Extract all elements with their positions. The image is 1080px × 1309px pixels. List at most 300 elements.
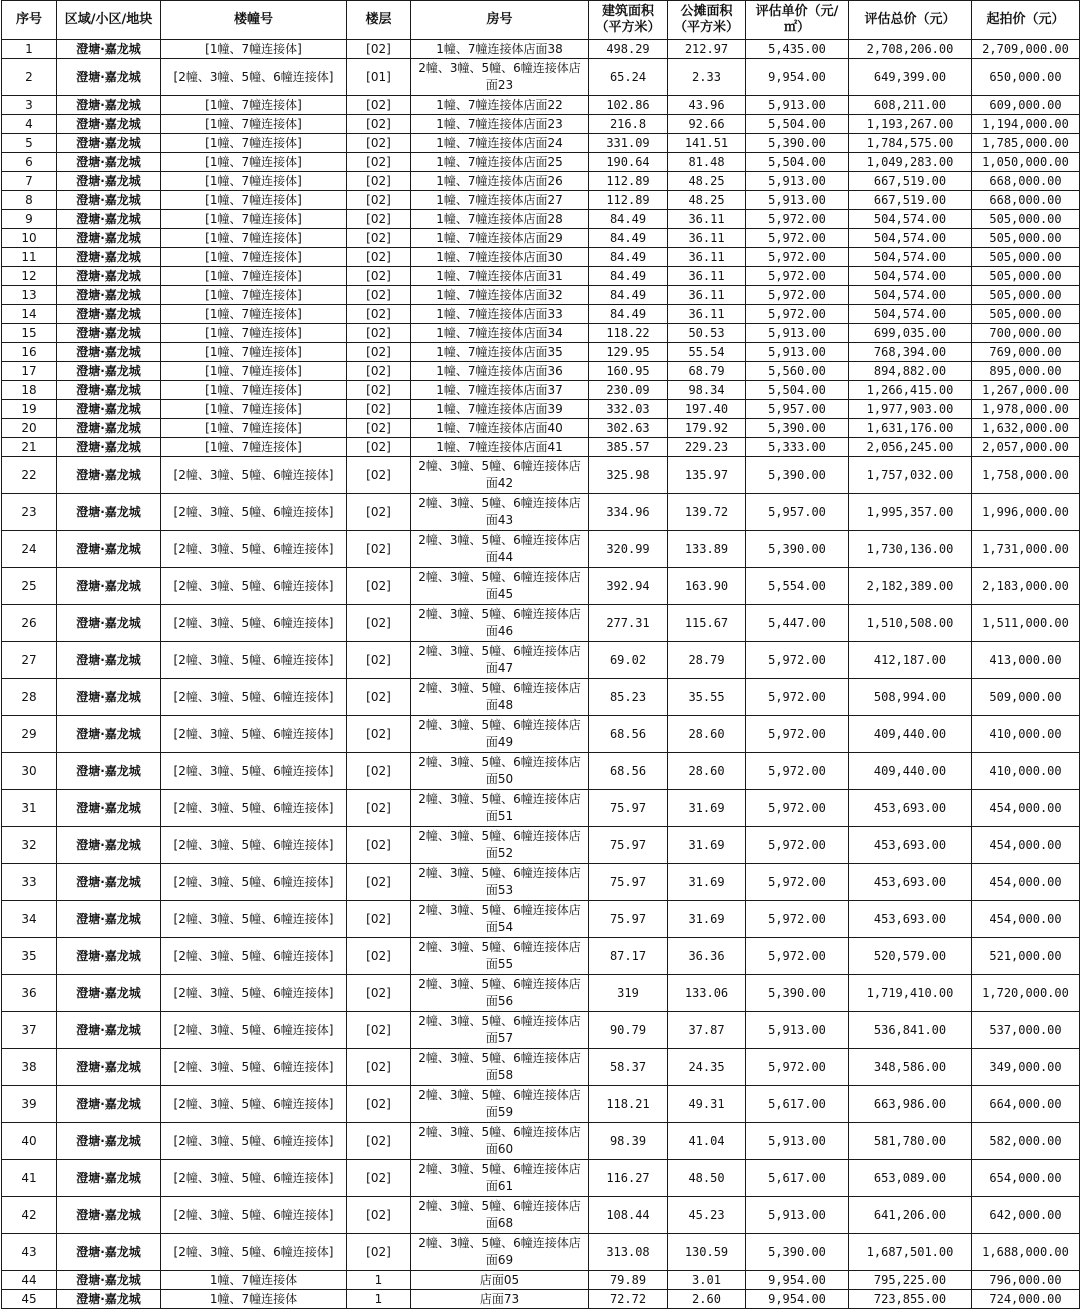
cell-unit-price: 5,972.00 <box>746 679 849 716</box>
cell-total-price: 409,440.00 <box>849 753 972 790</box>
cell-start-price: 410,000.00 <box>972 716 1080 753</box>
cell-build-area: 320.99 <box>589 531 668 568</box>
table-row <box>2 975 1080 1012</box>
cell-build-area: 98.39 <box>589 1123 668 1160</box>
cell-total-price: 1,049,283.00 <box>849 153 972 172</box>
cell-room: 2幢、3幢、5幢、6幢连接体店面46 <box>411 605 589 642</box>
cell-shared-area: 43.96 <box>668 96 746 115</box>
cell-total-price: 667,519.00 <box>849 191 972 210</box>
cell-total-price: 1,977,903.00 <box>849 400 972 419</box>
cell-build-area: 75.97 <box>589 790 668 827</box>
table-row <box>2 790 1080 827</box>
cell-room: 2幢、3幢、5幢、6幢连接体店面47 <box>411 642 589 679</box>
cell-building: [2幢、3幢、5幢、6幢连接体] <box>161 753 347 790</box>
cell-shared-area: 36.11 <box>668 229 746 248</box>
cell-building: [1幢、7幢连接体] <box>161 343 347 362</box>
header-area: 区域/小区/地块 <box>57 1 161 40</box>
cell-total-price: 894,882.00 <box>849 362 972 381</box>
cell-build-area: 118.22 <box>589 324 668 343</box>
table-body <box>2 40 1080 1309</box>
cell-start-price: 895,000.00 <box>972 362 1080 381</box>
cell-shared-area: 81.48 <box>668 153 746 172</box>
cell-start-price: 1,758,000.00 <box>972 457 1080 494</box>
cell-total-price: 504,574.00 <box>849 229 972 248</box>
cell-total-price: 2,708,206.00 <box>849 40 972 59</box>
cell-area: 澄塘·嘉龙城 <box>57 864 161 901</box>
cell-unit-price: 5,913.00 <box>746 1012 849 1049</box>
cell-start-price: 2,709,000.00 <box>972 40 1080 59</box>
cell-start-price: 1,050,000.00 <box>972 153 1080 172</box>
cell-index: 42 <box>2 1197 57 1234</box>
cell-unit-price: 5,390.00 <box>746 975 849 1012</box>
cell-start-price: 609,000.00 <box>972 96 1080 115</box>
table-row <box>2 1290 1080 1309</box>
cell-room: 2幢、3幢、5幢、6幢连接体店面49 <box>411 716 589 753</box>
cell-floor: [02] <box>347 790 411 827</box>
cell-index: 32 <box>2 827 57 864</box>
cell-total-price: 453,693.00 <box>849 827 972 864</box>
cell-total-price: 667,519.00 <box>849 172 972 191</box>
cell-build-area: 190.64 <box>589 153 668 172</box>
cell-index: 29 <box>2 716 57 753</box>
cell-build-area: 498.29 <box>589 40 668 59</box>
cell-build-area: 331.09 <box>589 134 668 153</box>
cell-building: [2幢、3幢、5幢、6幢连接体] <box>161 568 347 605</box>
cell-start-price: 769,000.00 <box>972 343 1080 362</box>
header-start-price: 起拍价（元） <box>972 1 1080 40</box>
cell-area: 澄塘·嘉龙城 <box>57 419 161 438</box>
cell-start-price: 505,000.00 <box>972 229 1080 248</box>
cell-index: 24 <box>2 531 57 568</box>
header-row <box>2 1 1080 40</box>
cell-start-price: 454,000.00 <box>972 827 1080 864</box>
cell-start-price: 454,000.00 <box>972 901 1080 938</box>
cell-building: [1幢、7幢连接体] <box>161 362 347 381</box>
cell-floor: [02] <box>347 938 411 975</box>
cell-shared-area: 68.79 <box>668 362 746 381</box>
cell-shared-area: 49.31 <box>668 1086 746 1123</box>
cell-building: [2幢、3幢、5幢、6幢连接体] <box>161 1160 347 1197</box>
cell-area: 澄塘·嘉龙城 <box>57 1234 161 1271</box>
cell-unit-price: 5,390.00 <box>746 419 849 438</box>
cell-floor: [02] <box>347 901 411 938</box>
cell-unit-price: 5,390.00 <box>746 134 849 153</box>
table-row <box>2 210 1080 229</box>
cell-unit-price: 5,435.00 <box>746 40 849 59</box>
cell-total-price: 536,841.00 <box>849 1012 972 1049</box>
cell-total-price: 723,855.00 <box>849 1290 972 1309</box>
cell-room: 1幢、7幢连接体店面37 <box>411 381 589 400</box>
cell-room: 2幢、3幢、5幢、6幢连接体店面53 <box>411 864 589 901</box>
cell-floor: [02] <box>347 248 411 267</box>
table-row <box>2 191 1080 210</box>
cell-shared-area: 28.79 <box>668 642 746 679</box>
cell-floor: [02] <box>347 679 411 716</box>
cell-build-area: 313.08 <box>589 1234 668 1271</box>
cell-area: 澄塘·嘉龙城 <box>57 975 161 1012</box>
cell-building: [1幢、7幢连接体] <box>161 248 347 267</box>
table-row <box>2 134 1080 153</box>
table-row <box>2 864 1080 901</box>
cell-shared-area: 229.23 <box>668 438 746 457</box>
cell-building: [2幢、3幢、5幢、6幢连接体] <box>161 1012 347 1049</box>
cell-room: 1幢、7幢连接体店面41 <box>411 438 589 457</box>
cell-building: [2幢、3幢、5幢、6幢连接体] <box>161 790 347 827</box>
cell-start-price: 668,000.00 <box>972 191 1080 210</box>
cell-building: [2幢、3幢、5幢、6幢连接体] <box>161 679 347 716</box>
table-row <box>2 605 1080 642</box>
cell-area: 澄塘·嘉龙城 <box>57 790 161 827</box>
cell-build-area: 116.27 <box>589 1160 668 1197</box>
cell-room: 1幢、7幢连接体店面23 <box>411 115 589 134</box>
cell-start-price: 1,785,000.00 <box>972 134 1080 153</box>
cell-floor: [02] <box>347 1012 411 1049</box>
cell-shared-area: 31.69 <box>668 864 746 901</box>
cell-start-price: 410,000.00 <box>972 753 1080 790</box>
cell-room: 1幢、7幢连接体店面22 <box>411 96 589 115</box>
cell-floor: [02] <box>347 1160 411 1197</box>
cell-total-price: 1,266,415.00 <box>849 381 972 400</box>
cell-area: 澄塘·嘉龙城 <box>57 400 161 419</box>
cell-start-price: 413,000.00 <box>972 642 1080 679</box>
cell-room: 2幢、3幢、5幢、6幢连接体店面54 <box>411 901 589 938</box>
cell-shared-area: 36.11 <box>668 286 746 305</box>
cell-shared-area: 130.59 <box>668 1234 746 1271</box>
cell-total-price: 1,757,032.00 <box>849 457 972 494</box>
cell-build-area: 112.89 <box>589 191 668 210</box>
cell-building: [2幢、3幢、5幢、6幢连接体] <box>161 1049 347 1086</box>
cell-unit-price: 5,504.00 <box>746 153 849 172</box>
cell-start-price: 454,000.00 <box>972 864 1080 901</box>
cell-floor: [02] <box>347 1197 411 1234</box>
cell-room: 1幢、7幢连接体店面38 <box>411 40 589 59</box>
cell-index: 18 <box>2 381 57 400</box>
cell-room: 1幢、7幢连接体店面40 <box>411 419 589 438</box>
cell-unit-price: 5,972.00 <box>746 753 849 790</box>
cell-unit-price: 5,333.00 <box>746 438 849 457</box>
table-row <box>2 568 1080 605</box>
cell-area: 澄塘·嘉龙城 <box>57 494 161 531</box>
cell-floor: [02] <box>347 210 411 229</box>
cell-area: 澄塘·嘉龙城 <box>57 753 161 790</box>
cell-room: 2幢、3幢、5幢、6幢连接体店面60 <box>411 1123 589 1160</box>
cell-unit-price: 5,617.00 <box>746 1160 849 1197</box>
table-row <box>2 1197 1080 1234</box>
cell-building: 1幢、7幢连接体 <box>161 1290 347 1309</box>
cell-room: 1幢、7幢连接体店面29 <box>411 229 589 248</box>
cell-start-price: 664,000.00 <box>972 1086 1080 1123</box>
cell-shared-area: 36.11 <box>668 267 746 286</box>
cell-floor: [02] <box>347 827 411 864</box>
cell-unit-price: 5,554.00 <box>746 568 849 605</box>
cell-unit-price: 5,913.00 <box>746 191 849 210</box>
cell-area: 澄塘·嘉龙城 <box>57 172 161 191</box>
cell-floor: [02] <box>347 864 411 901</box>
cell-area: 澄塘·嘉龙城 <box>57 210 161 229</box>
cell-build-area: 84.49 <box>589 210 668 229</box>
cell-shared-area: 36.11 <box>668 305 746 324</box>
cell-building: [1幢、7幢连接体] <box>161 381 347 400</box>
cell-index: 14 <box>2 305 57 324</box>
cell-unit-price: 5,913.00 <box>746 172 849 191</box>
cell-build-area: 230.09 <box>589 381 668 400</box>
cell-index: 31 <box>2 790 57 827</box>
cell-shared-area: 50.53 <box>668 324 746 343</box>
cell-start-price: 642,000.00 <box>972 1197 1080 1234</box>
cell-total-price: 504,574.00 <box>849 210 972 229</box>
cell-floor: [02] <box>347 1123 411 1160</box>
cell-build-area: 108.44 <box>589 1197 668 1234</box>
cell-build-area: 129.95 <box>589 343 668 362</box>
cell-unit-price: 5,972.00 <box>746 716 849 753</box>
cell-total-price: 520,579.00 <box>849 938 972 975</box>
cell-total-price: 1,631,176.00 <box>849 419 972 438</box>
cell-unit-price: 5,390.00 <box>746 1234 849 1271</box>
cell-shared-area: 37.87 <box>668 1012 746 1049</box>
cell-index: 12 <box>2 267 57 286</box>
cell-start-price: 1,978,000.00 <box>972 400 1080 419</box>
cell-total-price: 1,193,267.00 <box>849 115 972 134</box>
cell-index: 28 <box>2 679 57 716</box>
cell-room: 2幢、3幢、5幢、6幢连接体店面43 <box>411 494 589 531</box>
cell-building: [1幢、7幢连接体] <box>161 153 347 172</box>
cell-building: [2幢、3幢、5幢、6幢连接体] <box>161 938 347 975</box>
cell-build-area: 68.56 <box>589 716 668 753</box>
cell-unit-price: 5,972.00 <box>746 901 849 938</box>
cell-shared-area: 2.33 <box>668 59 746 96</box>
cell-build-area: 79.89 <box>589 1271 668 1290</box>
cell-unit-price: 5,972.00 <box>746 305 849 324</box>
cell-floor: [02] <box>347 1086 411 1123</box>
cell-building: [2幢、3幢、5幢、6幢连接体] <box>161 642 347 679</box>
cell-floor: [02] <box>347 381 411 400</box>
cell-build-area: 277.31 <box>589 605 668 642</box>
cell-index: 40 <box>2 1123 57 1160</box>
cell-area: 澄塘·嘉龙城 <box>57 305 161 324</box>
cell-start-price: 521,000.00 <box>972 938 1080 975</box>
cell-floor: [02] <box>347 605 411 642</box>
cell-room: 2幢、3幢、5幢、6幢连接体店面68 <box>411 1197 589 1234</box>
cell-index: 45 <box>2 1290 57 1309</box>
cell-shared-area: 48.25 <box>668 172 746 191</box>
cell-unit-price: 5,972.00 <box>746 864 849 901</box>
cell-index: 7 <box>2 172 57 191</box>
cell-unit-price: 5,972.00 <box>746 827 849 864</box>
cell-total-price: 1,510,508.00 <box>849 605 972 642</box>
cell-build-area: 85.23 <box>589 679 668 716</box>
cell-index: 17 <box>2 362 57 381</box>
cell-start-price: 1,996,000.00 <box>972 494 1080 531</box>
cell-area: 澄塘·嘉龙城 <box>57 343 161 362</box>
cell-building: [1幢、7幢连接体] <box>161 191 347 210</box>
table-row <box>2 1271 1080 1290</box>
cell-building: [2幢、3幢、5幢、6幢连接体] <box>161 1123 347 1160</box>
table-row <box>2 59 1080 96</box>
cell-shared-area: 133.89 <box>668 531 746 568</box>
cell-area: 澄塘·嘉龙城 <box>57 40 161 59</box>
cell-index: 35 <box>2 938 57 975</box>
header-build-area: 建筑面积（平方米） <box>589 1 668 40</box>
cell-index: 2 <box>2 59 57 96</box>
cell-unit-price: 5,913.00 <box>746 1123 849 1160</box>
header-room: 房号 <box>411 1 589 40</box>
cell-area: 澄塘·嘉龙城 <box>57 191 161 210</box>
cell-building: [2幢、3幢、5幢、6幢连接体] <box>161 59 347 96</box>
cell-building: [2幢、3幢、5幢、6幢连接体] <box>161 975 347 1012</box>
cell-unit-price: 9,954.00 <box>746 1290 849 1309</box>
cell-unit-price: 5,447.00 <box>746 605 849 642</box>
cell-shared-area: 2.60 <box>668 1290 746 1309</box>
cell-area: 澄塘·嘉龙城 <box>57 248 161 267</box>
cell-unit-price: 5,504.00 <box>746 115 849 134</box>
table-row <box>2 938 1080 975</box>
cell-total-price: 504,574.00 <box>849 286 972 305</box>
cell-index: 16 <box>2 343 57 362</box>
cell-total-price: 504,574.00 <box>849 305 972 324</box>
cell-floor: [02] <box>347 419 411 438</box>
cell-floor: [02] <box>347 753 411 790</box>
cell-total-price: 2,056,245.00 <box>849 438 972 457</box>
cell-area: 澄塘·嘉龙城 <box>57 1197 161 1234</box>
cell-unit-price: 5,972.00 <box>746 248 849 267</box>
cell-area: 澄塘·嘉龙城 <box>57 1123 161 1160</box>
cell-build-area: 84.49 <box>589 229 668 248</box>
cell-shared-area: 36.11 <box>668 248 746 267</box>
cell-index: 30 <box>2 753 57 790</box>
cell-floor: [02] <box>347 975 411 1012</box>
cell-start-price: 668,000.00 <box>972 172 1080 191</box>
cell-total-price: 653,089.00 <box>849 1160 972 1197</box>
cell-shared-area: 35.55 <box>668 679 746 716</box>
cell-building: [1幢、7幢连接体] <box>161 400 347 419</box>
cell-total-price: 608,211.00 <box>849 96 972 115</box>
cell-total-price: 453,693.00 <box>849 864 972 901</box>
cell-index: 36 <box>2 975 57 1012</box>
cell-building: [1幢、7幢连接体] <box>161 134 347 153</box>
cell-shared-area: 36.36 <box>668 938 746 975</box>
header-index: 序号 <box>2 1 57 40</box>
cell-start-price: 537,000.00 <box>972 1012 1080 1049</box>
header-floor: 楼层 <box>347 1 411 40</box>
cell-shared-area: 141.51 <box>668 134 746 153</box>
cell-building: [1幢、7幢连接体] <box>161 229 347 248</box>
cell-floor: [02] <box>347 191 411 210</box>
cell-index: 37 <box>2 1012 57 1049</box>
cell-floor: [02] <box>347 343 411 362</box>
table-row <box>2 1049 1080 1086</box>
cell-room: 2幢、3幢、5幢、6幢连接体店面59 <box>411 1086 589 1123</box>
cell-start-price: 2,183,000.00 <box>972 568 1080 605</box>
cell-build-area: 112.89 <box>589 172 668 191</box>
cell-index: 34 <box>2 901 57 938</box>
cell-room: 2幢、3幢、5幢、6幢连接体店面58 <box>411 1049 589 1086</box>
cell-total-price: 508,994.00 <box>849 679 972 716</box>
cell-building: [1幢、7幢连接体] <box>161 324 347 343</box>
table-row <box>2 248 1080 267</box>
cell-index: 4 <box>2 115 57 134</box>
cell-floor: [02] <box>347 438 411 457</box>
cell-area: 澄塘·嘉龙城 <box>57 457 161 494</box>
cell-floor: [02] <box>347 40 411 59</box>
cell-floor: [02] <box>347 324 411 343</box>
cell-start-price: 650,000.00 <box>972 59 1080 96</box>
cell-room: 2幢、3幢、5幢、6幢连接体店面69 <box>411 1234 589 1271</box>
table-row <box>2 531 1080 568</box>
cell-area: 澄塘·嘉龙城 <box>57 59 161 96</box>
cell-area: 澄塘·嘉龙城 <box>57 1086 161 1123</box>
cell-index: 1 <box>2 40 57 59</box>
cell-index: 26 <box>2 605 57 642</box>
cell-building: [2幢、3幢、5幢、6幢连接体] <box>161 1234 347 1271</box>
table-row <box>2 1086 1080 1123</box>
cell-room: 1幢、7幢连接体店面31 <box>411 267 589 286</box>
cell-index: 44 <box>2 1271 57 1290</box>
cell-area: 澄塘·嘉龙城 <box>57 153 161 172</box>
cell-building: [2幢、3幢、5幢、6幢连接体] <box>161 494 347 531</box>
table-row <box>2 400 1080 419</box>
cell-floor: [02] <box>347 531 411 568</box>
cell-shared-area: 41.04 <box>668 1123 746 1160</box>
cell-shared-area: 31.69 <box>668 790 746 827</box>
cell-index: 27 <box>2 642 57 679</box>
cell-room: 1幢、7幢连接体店面36 <box>411 362 589 381</box>
cell-start-price: 505,000.00 <box>972 286 1080 305</box>
table-header <box>2 1 1080 40</box>
cell-area: 澄塘·嘉龙城 <box>57 531 161 568</box>
header-total-price: 评估总价（元） <box>849 1 972 40</box>
cell-building: [2幢、3幢、5幢、6幢连接体] <box>161 901 347 938</box>
cell-unit-price: 5,972.00 <box>746 286 849 305</box>
cell-floor: 1 <box>347 1290 411 1309</box>
cell-unit-price: 9,954.00 <box>746 1271 849 1290</box>
table-row <box>2 267 1080 286</box>
cell-unit-price: 5,972.00 <box>746 790 849 827</box>
cell-start-price: 724,000.00 <box>972 1290 1080 1309</box>
cell-unit-price: 5,972.00 <box>746 642 849 679</box>
cell-floor: [01] <box>347 59 411 96</box>
cell-room: 2幢、3幢、5幢、6幢连接体店面55 <box>411 938 589 975</box>
cell-index: 3 <box>2 96 57 115</box>
cell-build-area: 84.49 <box>589 267 668 286</box>
cell-start-price: 582,000.00 <box>972 1123 1080 1160</box>
cell-unit-price: 5,957.00 <box>746 400 849 419</box>
cell-floor: [02] <box>347 494 411 531</box>
table-row <box>2 1123 1080 1160</box>
cell-building: 1幢、7幢连接体 <box>161 1271 347 1290</box>
table-row <box>2 362 1080 381</box>
cell-start-price: 654,000.00 <box>972 1160 1080 1197</box>
cell-unit-price: 5,972.00 <box>746 267 849 286</box>
cell-area: 澄塘·嘉龙城 <box>57 1049 161 1086</box>
cell-room: 2幢、3幢、5幢、6幢连接体店面44 <box>411 531 589 568</box>
cell-unit-price: 5,913.00 <box>746 324 849 343</box>
cell-start-price: 509,000.00 <box>972 679 1080 716</box>
cell-total-price: 1,730,136.00 <box>849 531 972 568</box>
cell-build-area: 58.37 <box>589 1049 668 1086</box>
cell-floor: 1 <box>347 1271 411 1290</box>
cell-index: 39 <box>2 1086 57 1123</box>
cell-build-area: 392.94 <box>589 568 668 605</box>
cell-shared-area: 28.60 <box>668 753 746 790</box>
cell-build-area: 65.24 <box>589 59 668 96</box>
cell-area: 澄塘·嘉龙城 <box>57 115 161 134</box>
cell-total-price: 453,693.00 <box>849 790 972 827</box>
cell-area: 澄塘·嘉龙城 <box>57 568 161 605</box>
cell-index: 6 <box>2 153 57 172</box>
cell-building: [1幢、7幢连接体] <box>161 115 347 134</box>
cell-shared-area: 98.34 <box>668 381 746 400</box>
cell-start-price: 454,000.00 <box>972 790 1080 827</box>
